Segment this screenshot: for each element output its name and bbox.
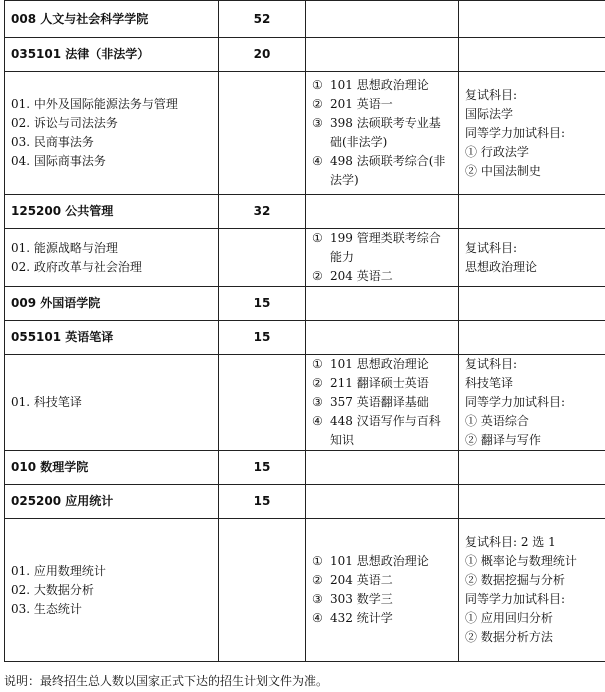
enrollment-count: 15 — [253, 296, 271, 310]
retest-line: 同等学力加试科目: — [465, 125, 566, 140]
research-direction: 02. 政府改革与社会治理 — [11, 259, 142, 274]
col-exams — [306, 229, 459, 287]
section-title: 008 人文与社会科学学院 — [11, 11, 149, 26]
section-title: 125200 公共管理 — [11, 204, 114, 218]
col-retest — [459, 72, 605, 195]
exam-subject — [312, 95, 452, 114]
col-retest — [459, 195, 605, 229]
research-direction: 01. 能源战略与治理 — [11, 240, 118, 255]
col-count — [219, 72, 306, 195]
exam-subject — [312, 114, 452, 152]
col-exams — [306, 451, 459, 485]
col-retest — [459, 38, 605, 72]
retest-line: ① 概率论与数理统计 — [465, 554, 577, 568]
exam-index: ① — [312, 78, 323, 92]
col-count — [219, 355, 306, 451]
exam-index: ② — [312, 376, 323, 390]
col-retest — [459, 229, 605, 287]
col-name — [5, 229, 219, 287]
exam-index: ① — [312, 231, 323, 245]
section-title: 035101 法律（非法学） — [11, 47, 150, 61]
enrollment-count: 15 — [253, 494, 271, 508]
research-direction: 03. 生态统计 — [11, 601, 82, 616]
exam-text: 398 法硕联考专业基础(非法学) — [330, 116, 441, 149]
col-retest — [459, 321, 605, 355]
enrollment-count: 15 — [253, 460, 271, 474]
exam-index: ① — [312, 554, 323, 568]
col-retest — [459, 519, 605, 662]
detail-row — [5, 72, 605, 195]
exam-text: 101 思想政治理论 — [330, 357, 429, 371]
col-name — [5, 519, 219, 662]
research-direction: 01. 科技笔译 — [11, 395, 82, 409]
exam-text: 204 英语二 — [330, 573, 393, 587]
exam-subject — [312, 267, 452, 286]
section-row — [5, 451, 605, 485]
exam-text: 303 数学三 — [330, 592, 393, 606]
retest-line: ② 数据挖掘与分析 — [465, 573, 565, 587]
exam-subject — [312, 229, 452, 267]
col-count — [219, 195, 306, 229]
col-exams — [306, 321, 459, 355]
col-count — [219, 287, 306, 321]
exam-index: ② — [312, 573, 323, 587]
exam-text: 448 汉语写作与百科知识 — [330, 414, 441, 447]
col-count — [219, 229, 306, 287]
exam-subject — [312, 609, 452, 628]
footnote: 说明：最终招生总人数以国家正式下达的招生计划文件为准。 — [4, 674, 329, 688]
exam-index: ② — [312, 97, 323, 111]
section-title: 009 外国语学院 — [11, 296, 101, 310]
exam-text: 211 翻译硕士英语 — [330, 376, 429, 390]
research-direction: 02. 诉讼与司法法务 — [11, 116, 118, 130]
exam-text: 357 英语翻译基础 — [330, 395, 429, 409]
retest-line: 思想政治理论 — [465, 259, 538, 274]
enrollment-count: 20 — [253, 47, 271, 61]
research-direction: 01. 应用数理统计 — [11, 563, 106, 578]
col-exams — [306, 485, 459, 519]
exam-subject — [312, 355, 452, 374]
section-row — [5, 287, 605, 321]
retest-line: ① 行政法学 — [465, 144, 529, 159]
col-exams — [306, 519, 459, 662]
research-direction: 03. 民商事法务 — [11, 135, 94, 149]
col-retest — [459, 451, 605, 485]
section-row — [5, 321, 605, 355]
col-count — [219, 1, 306, 38]
retest-line: ① 英语综合 — [465, 414, 529, 428]
exam-subject — [312, 590, 452, 609]
col-name — [5, 195, 219, 229]
col-name — [5, 451, 219, 485]
section-row — [5, 485, 605, 519]
col-name — [5, 72, 219, 195]
retest-line: 科技笔译 — [465, 376, 514, 390]
detail-row — [5, 355, 605, 451]
col-retest — [459, 287, 605, 321]
exam-subject — [312, 552, 452, 571]
col-name — [5, 321, 219, 355]
detail-row — [5, 519, 605, 662]
retest-line: 国际法学 — [465, 106, 514, 121]
exam-index: ① — [312, 357, 323, 371]
col-exams — [306, 355, 459, 451]
col-name — [5, 1, 219, 38]
exam-text: 204 英语二 — [330, 269, 393, 283]
retest-line: 复试科目: 2 选 1 — [465, 535, 556, 549]
retest-line: 同等学力加试科目: — [465, 592, 566, 606]
exam-text: 498 法硕联考综合(非法学) — [330, 154, 446, 187]
retest-line: 同等学力加试科目: — [465, 395, 566, 409]
section-title: 055101 英语笔译 — [11, 330, 114, 344]
section-title: 010 数理学院 — [11, 460, 89, 474]
retest-line: 复试科目: — [465, 357, 518, 371]
col-name — [5, 287, 219, 321]
exam-subject — [312, 412, 452, 450]
exam-index: ③ — [312, 395, 323, 409]
col-count — [219, 485, 306, 519]
retest-line: ① 应用回归分析 — [465, 611, 553, 625]
col-name — [5, 485, 219, 519]
enrollment-count: 15 — [253, 330, 271, 344]
admissions-table-body — [5, 1, 605, 662]
retest-line: ② 数据分析方法 — [465, 630, 553, 644]
exam-text: 101 思想政治理论 — [330, 554, 429, 568]
col-exams — [306, 1, 459, 38]
col-exams — [306, 38, 459, 72]
exam-subject — [312, 152, 452, 190]
exam-text: 199 管理类联考综合能力 — [330, 231, 441, 264]
exam-text: 432 统计学 — [330, 611, 393, 625]
exam-index: ④ — [312, 154, 323, 168]
exam-index: ③ — [312, 116, 323, 130]
admissions-table — [4, 0, 605, 662]
retest-line: ② 翻译与写作 — [465, 433, 541, 447]
detail-row — [5, 229, 605, 287]
exam-index: ④ — [312, 414, 323, 428]
exam-text: 101 思想政治理论 — [330, 78, 429, 92]
exam-subject — [312, 374, 452, 393]
research-direction: 02. 大数据分析 — [11, 582, 94, 597]
col-count — [219, 321, 306, 355]
research-direction: 01. 中外及国际能源法务与管理 — [11, 97, 178, 111]
exam-index: ④ — [312, 611, 323, 625]
exam-subject — [312, 76, 452, 95]
col-name — [5, 38, 219, 72]
col-count — [219, 451, 306, 485]
col-retest — [459, 485, 605, 519]
col-retest — [459, 1, 605, 38]
enrollment-count: 52 — [253, 11, 271, 26]
col-count — [219, 519, 306, 662]
section-row — [5, 1, 605, 38]
col-name — [5, 355, 219, 451]
col-count — [219, 38, 306, 72]
exam-index: ③ — [312, 592, 323, 606]
exam-subject — [312, 571, 452, 590]
col-exams — [306, 287, 459, 321]
section-title: 025200 应用统计 — [11, 494, 114, 508]
exam-text: 201 英语一 — [330, 97, 393, 111]
section-row — [5, 195, 605, 229]
research-direction: 04. 国际商事法务 — [11, 154, 106, 168]
section-row — [5, 38, 605, 72]
retest-line: 复试科目: — [465, 87, 518, 102]
col-exams — [306, 195, 459, 229]
retest-line: 复试科目: — [465, 240, 518, 255]
col-exams — [306, 72, 459, 195]
retest-line: ② 中国法制史 — [465, 163, 541, 178]
exam-index: ② — [312, 269, 323, 283]
col-retest — [459, 355, 605, 451]
enrollment-count: 32 — [253, 204, 271, 218]
exam-subject — [312, 393, 452, 412]
